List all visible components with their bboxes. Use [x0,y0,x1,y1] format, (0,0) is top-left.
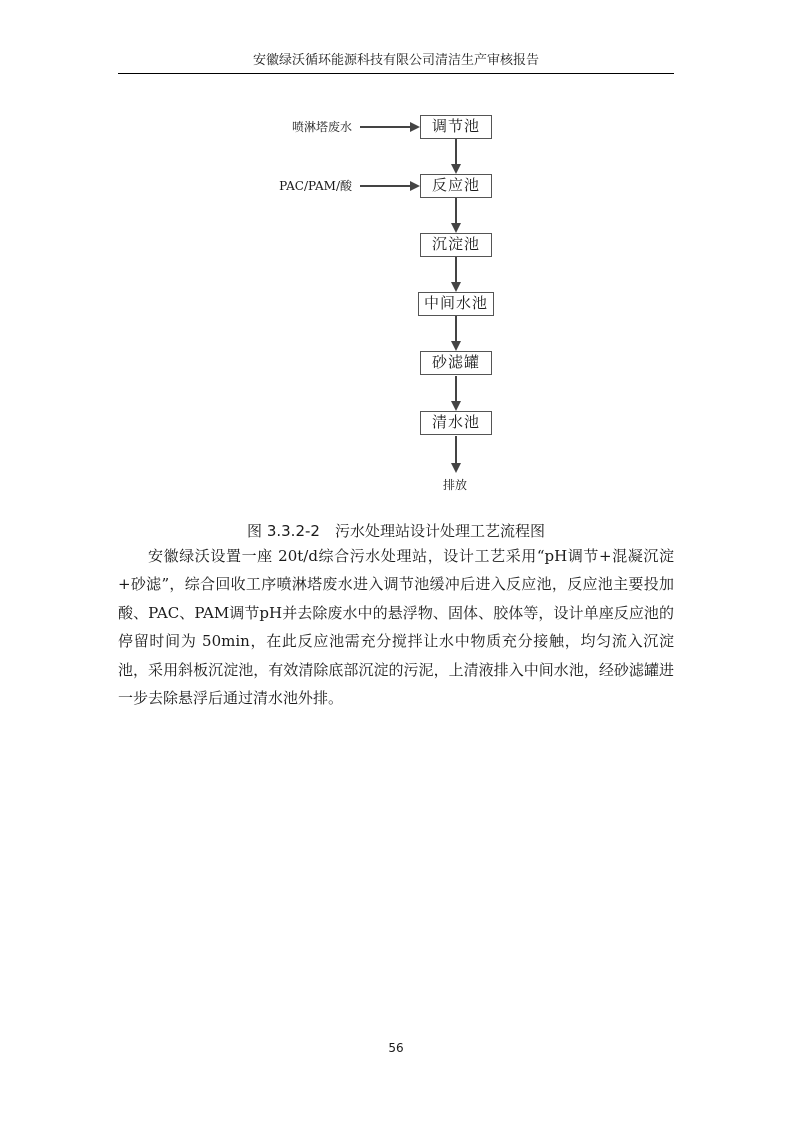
step-regulating-tank: 调节池 [420,115,492,139]
step-reaction-tank: 反应池 [420,174,492,198]
step-clear-water-tank: 清水池 [420,411,492,435]
flow-arrows [0,0,793,520]
body-paragraph: 安徽绿沃设置一座 20t/d综合污水处理站，设计工艺采用“pH调节+混凝沉淀+砂滤”，综合回收工序喷淋塔废水进入调节池缓冲后进入反应池，反应池主要投加酸、PAC、PAM调节pH并去除废水中的悬浮物、固体、胶体等，设计单座反应池的停留时间为 50min，在此反应池需充分搅拌让水中物质充分接触，均匀流入沉淀池，采用斜板沉淀池，有效清除底部沉淀的污泥，上清液排入中间水池，经砂滤罐进一步去除悬浮后通过清水池外排。 [118,547,674,708]
process-flowchart [0,0,793,520]
input-wastewater-label: 喷淋塔废水 [291,120,352,134]
input-chemicals-label: PAC/PAM/酸 [279,179,352,193]
output-discharge-label: 排放 [442,478,467,492]
figure-caption: 图 3.3.2-2 污水处理站设计处理工艺流程图 [247,522,545,540]
step-intermediate-tank: 中间水池 [418,292,494,316]
page-number: 56 [388,1041,404,1055]
step-sand-filter: 砂滤罐 [420,351,492,375]
step-sedimentation-tank: 沉淀池 [420,233,492,257]
page-header: 安徽绿沃循环能源科技有限公司清洁生产审核报告 [252,53,539,68]
